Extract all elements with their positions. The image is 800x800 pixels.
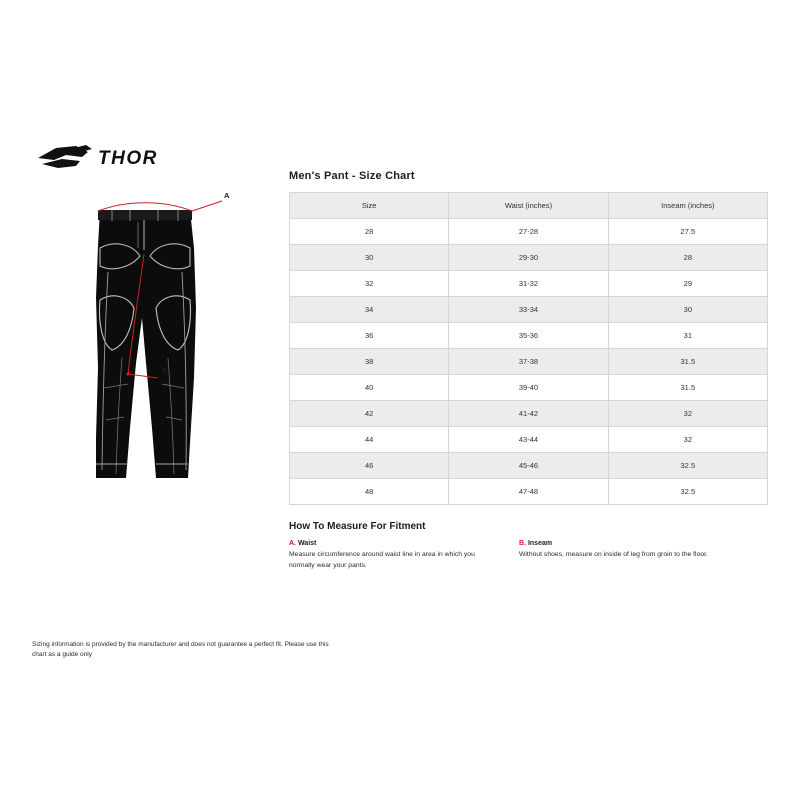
cell-size: 40: [290, 375, 449, 401]
cell-inseam: 31: [608, 323, 767, 349]
cell-waist: 37-38: [449, 349, 608, 375]
how-to-measure-section: [289, 521, 768, 571]
cell-inseam: 32: [608, 401, 767, 427]
how-to-item-inseam-text: Without shoes, measure on inside of leg from groin to the floor.: [519, 551, 708, 558]
table-row: [290, 271, 768, 297]
table-row: [290, 323, 768, 349]
how-to-item-waist-label: [289, 540, 501, 547]
chart-title: Men's Pant - Size Chart: [289, 170, 415, 182]
how-to-item-waist-name: Waist: [297, 540, 317, 547]
cell-size: 38: [290, 349, 449, 375]
brand-logo: [36, 140, 236, 172]
how-to-item-waist: [289, 540, 501, 571]
table-row: [290, 245, 768, 271]
cell-size: 30: [290, 245, 449, 271]
cell-inseam: 32.5: [608, 479, 767, 505]
cell-inseam: 28: [608, 245, 767, 271]
thor-helmet-logo-icon: [36, 140, 236, 174]
how-to-item-inseam: [519, 540, 731, 571]
how-to-item-inseam-label: [519, 540, 731, 547]
cell-size: 34: [290, 297, 449, 323]
cell-size: 32: [290, 271, 449, 297]
cell-size: 48: [290, 479, 449, 505]
column-header-waist: Waist (inches): [449, 193, 608, 219]
how-to-item-inseam-name: Inseam: [527, 540, 553, 547]
cell-waist: 41-42: [449, 401, 608, 427]
cell-inseam: 27.5: [608, 219, 767, 245]
table-row: [290, 453, 768, 479]
right-column: [289, 170, 768, 571]
cell-inseam: 30: [608, 297, 767, 323]
cell-waist: 35-36: [449, 323, 608, 349]
table-row: [290, 349, 768, 375]
cell-waist: 45-46: [449, 453, 608, 479]
cell-size: 28: [290, 219, 449, 245]
disclaimer-text: Sizing information is provided by the manufacturer and does not guarantee a perfect fit. Please use this chart as a guide only: [32, 641, 329, 659]
cell-size: 46: [290, 453, 449, 479]
table-row: [290, 297, 768, 323]
how-to-item-waist-text: Measure circumference around waist line in area in which you normally wear your pants.: [289, 551, 475, 569]
annotation-label-b: B: [162, 366, 168, 375]
table-body: [290, 219, 768, 505]
size-chart-table: [289, 192, 768, 505]
column-header-size: Size: [290, 193, 449, 219]
cell-inseam: 31.5: [608, 375, 767, 401]
table-row: [290, 479, 768, 505]
cell-waist: 47-48: [449, 479, 608, 505]
column-header-inseam: Inseam (inches): [608, 193, 767, 219]
cell-waist: 29-30: [449, 245, 608, 271]
cell-inseam: 32: [608, 427, 767, 453]
table-header: [290, 193, 768, 219]
how-to-item-waist-letter: A.: [289, 540, 296, 547]
table-row: [290, 427, 768, 453]
cell-inseam: 31.5: [608, 349, 767, 375]
table-row: [290, 375, 768, 401]
cell-waist: 33-34: [449, 297, 608, 323]
how-to-item-inseam-letter: B.: [519, 540, 526, 547]
cell-inseam: 32.5: [608, 453, 767, 479]
table-row: [290, 401, 768, 427]
cell-size: 36: [290, 323, 449, 349]
cell-waist: 31-32: [449, 271, 608, 297]
cell-inseam: 29: [608, 271, 767, 297]
cell-size: 44: [290, 427, 449, 453]
svg-text:THOR: THOR: [98, 148, 158, 169]
annotation-label-a: A: [224, 191, 230, 200]
mens-pant-illustration: [72, 188, 272, 508]
cell-waist: 39-40: [449, 375, 608, 401]
cell-waist: 27-28: [449, 219, 608, 245]
cell-waist: 43-44: [449, 427, 608, 453]
how-to-measure-title: How To Measure For Fitment: [289, 521, 426, 532]
cell-size: 42: [290, 401, 449, 427]
table-header-row: [290, 193, 768, 219]
table-row: [290, 219, 768, 245]
